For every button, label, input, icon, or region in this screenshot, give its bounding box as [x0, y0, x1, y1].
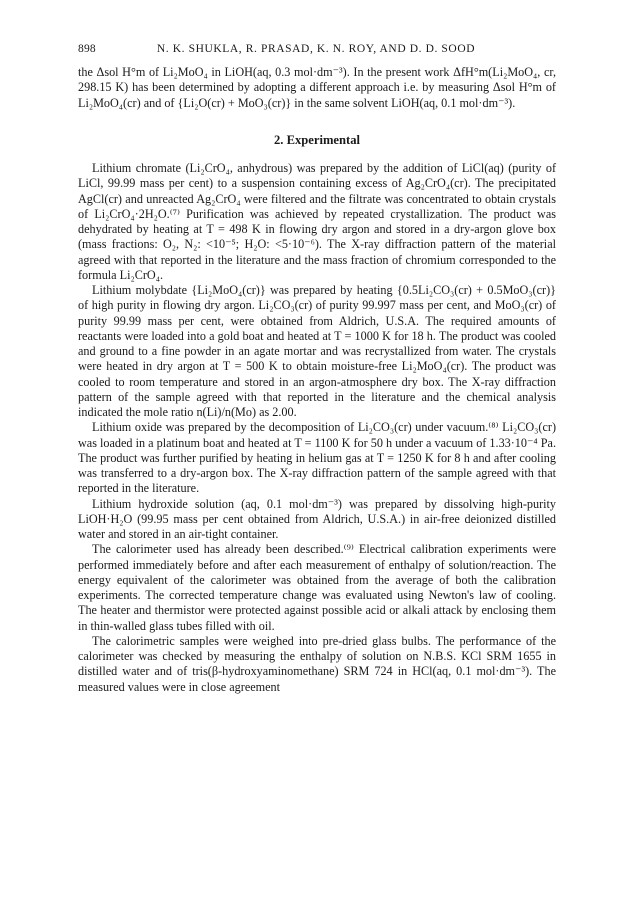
paragraph-calorimetric-samples: The calorimetric samples were weighed into pre-dried glass bulbs. The performance of the calorimeter was checked by measuring the enthalpy of solution on N.B.S. KCl SRM 1655 in distilled water and of tris(β-hydroxyaminomethane) SRM 724 in HCl(aq, 0.1 mol·dm⁻³). The measured values were in close agreement	[78, 633, 556, 694]
paragraph-lithium-molybdate: Lithium molybdate {Li₂MoO₄(cr)} was prepared by heating {0.5Li₂CO₃(cr) + 0.5MoO₃(cr)} of high purity in flowing dry argon. Li₂CO₃(cr) of purity 99.997 mass per cent, and MoO₃(cr) of purity 99.99 mass per cent, were obtained from Aldrich, U.S.A. The required amounts of reactants were loaded into a gold boat and heated at T = 1000 K for 18 h. The product was cooled and ground to a fine powder in an agate mortar and was recrystallized from water. The crystals were heated in dry argon at T = 500 K to obtain moisture-free Li₂MoO₄(cr). The product was cooled to room temperature and stored in an argon-atmosphere dry box. The X-ray diffraction pattern of the sample agreed with that reported in the literature and the chemical analysis indicated the mole ratio n(Li)/n(Mo) as 2.00.	[78, 283, 556, 419]
paragraph-lithium-chromate: Lithium chromate (Li₂CrO₄, anhydrous) was prepared by the addition of LiCl(aq) (purity of LiCl, 99.99 mass per cent) to a suspension containing excess of Ag₂CrO₄(cr). The precipitated AgCl(cr) and unreacted Ag₂CrO₄ were filtered and the filtrate was concentrated to obtain crystals of Li₂CrO₄·2H₂O.⁽⁷⁾ Purification was achieved by repeated crystallization. The product was dehydrated by heating at T = 498 K in flowing dry argon and stored in a dry-argon glove box (mass fractions: O₂, N₂: <10⁻⁵; H₂O: <5·10⁻⁶). The X-ray diffraction pattern of the material agreed with that reported in the literature and the mass fraction of chromium corresponded to the formula Li₂CrO₄.	[78, 161, 556, 282]
page-number: 898	[78, 43, 96, 55]
intro-paragraph: the Δsol H°m of Li₂MoO₄ in LiOH(aq, 0.3 mol·dm⁻³). In the present work ΔfH°m(Li₂MoO₄, cr, 298.15 K) has been determined by adopting a different approach i.e. by measuring Δsol H°m of Li₂MoO₄(cr) and of {Li₂O(cr) + MoO₃(cr)} in the same solvent LiOH(aq, 0.1 mol·dm⁻³).	[78, 65, 556, 110]
section-heading: 2. Experimental	[273, 132, 361, 147]
paragraph-calorimeter: The calorimeter used has already been described.⁽⁹⁾ Electrical calibration experiments were performed immediately before and after each measurement of enthalpy of solution/reaction. The energy equivalent of the calorimeter was obtained from the average of both the calibration experiments. The corrected temperature change was evaluated using Newton's law of cooling. The heater and thermistor were protected against possible acid or alkali attack by enclosing them in thin-walled glass tubes filled with oil.	[78, 542, 556, 633]
running-header	[78, 43, 554, 59]
page-body	[78, 65, 556, 695]
paragraph-lithium-oxide: Lithium oxide was prepared by the decomposition of Li₂CO₃(cr) under vacuum.⁽⁸⁾ Li₂CO₃(cr) was loaded in a platinum boat and heated at T = 1100 K for 50 h under a vacuum of 1.33·10⁻⁴ Pa. The product was further purified by heating in helium gas at T = 1250 K for 8 h and after cooling was transferred to a dry-argon box. The X-ray diffraction pattern of the sample agreed with that reported in the literature.	[78, 420, 556, 496]
running-header-authors: N. K. SHUKLA, R. PRASAD, K. N. ROY, AND D. D. SOOD	[156, 43, 476, 55]
paragraph-lithium-hydroxide: Lithium hydroxide solution (aq, 0.1 mol·dm⁻³) was prepared by dissolving high-purity LiOH·H₂O (99.95 mass per cent obtained from Aldrich, U.S.A.) in air-free deionized distilled water and stored in an air-tight container.	[78, 496, 556, 541]
